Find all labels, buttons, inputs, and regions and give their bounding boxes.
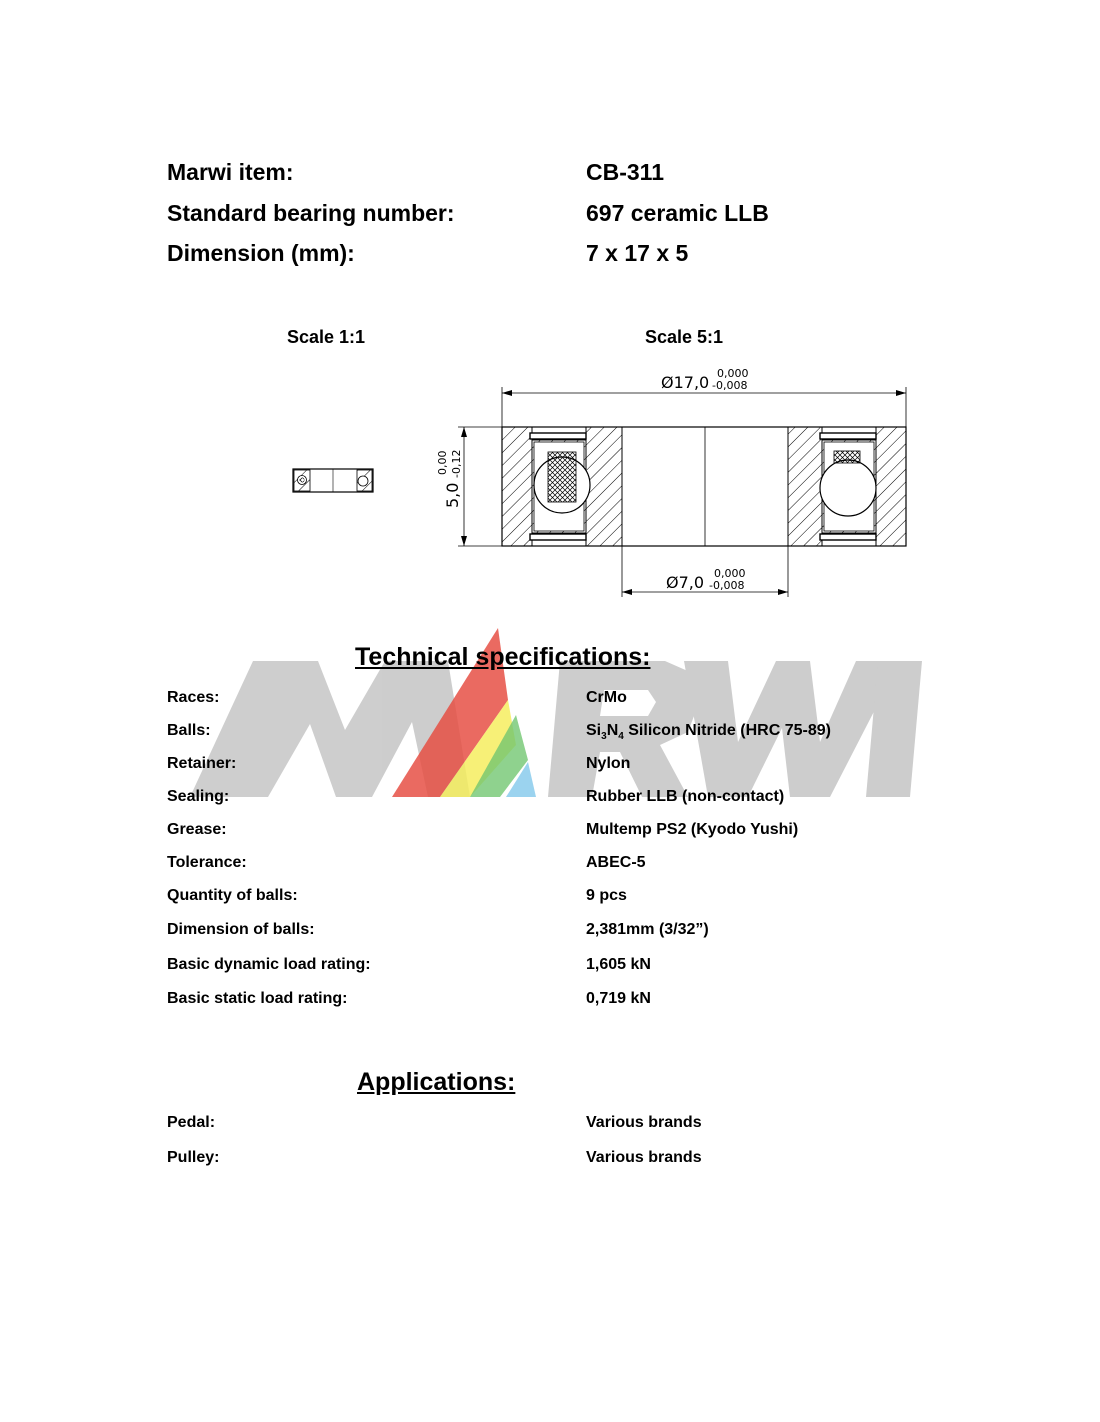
spec-value-ball-dimension: 2,381mm (3/32”)	[586, 921, 709, 938]
spec-value-grease: Multemp PS2 (Kyodo Yushi)	[586, 821, 799, 838]
spec-label-sealing: Sealing:	[167, 788, 230, 805]
spec-label-retainer: Retainer:	[167, 755, 237, 772]
spec-label-balls: Balls:	[167, 722, 211, 739]
header-label-bearing-number: Standard bearing number:	[167, 200, 455, 226]
bearing-scale-5-1	[458, 387, 906, 597]
scale-small-label: Scale 1:1	[287, 327, 366, 347]
width-tolerance-lower: -0,12	[450, 449, 463, 478]
spec-label-ball-dimension: Dimension of balls:	[167, 921, 315, 938]
spec-label-tolerance: Tolerance:	[167, 854, 247, 871]
inner-tolerance-upper: 0,000	[714, 567, 746, 580]
inner-diameter-label: Ø7,0	[666, 573, 705, 592]
outer-tolerance-lower: -0,008	[712, 379, 748, 392]
spec-label-dynamic-load: Basic dynamic load rating:	[167, 956, 371, 973]
spec-value-tolerance: ABEC-5	[586, 854, 646, 871]
spec-value-balls-sub2: 4	[618, 731, 624, 743]
header-value-dimension: 7 x 17 x 5	[586, 240, 689, 266]
header-label-item: Marwi item:	[167, 159, 294, 185]
outer-diameter-label: Ø17,0	[661, 373, 710, 392]
spec-value-dynamic-load: 1,605 kN	[586, 956, 651, 973]
app-value-pulley: Various brands	[586, 1149, 702, 1166]
scale-large-label: Scale 5:1	[645, 327, 724, 347]
spec-value-static-load: 0,719 kN	[586, 990, 651, 1007]
spec-value-sealing: Rubber LLB (non-contact)	[586, 788, 785, 805]
spec-label-static-load: Basic static load rating:	[167, 990, 348, 1007]
spec-value-balls-si: Si	[586, 722, 602, 739]
width-label: 5,0	[443, 482, 462, 508]
spec-label-races: Races:	[167, 689, 220, 706]
spec-value-balls	[586, 722, 831, 742]
spec-value-races: CrMo	[586, 689, 627, 706]
header-value-bearing-number: 697 ceramic LLB	[586, 200, 769, 226]
width-tolerance-upper: 0,00	[436, 450, 449, 475]
header-value-item: CB-311	[586, 159, 664, 185]
tech-spec-title: Technical specifications:	[355, 643, 651, 671]
app-label-pulley: Pulley:	[167, 1149, 220, 1166]
spec-label-ball-quantity: Quantity of balls:	[167, 887, 298, 904]
inner-tolerance-lower: -0,008	[709, 579, 745, 592]
bearing-drawing	[0, 0, 1100, 620]
header-label-dimension: Dimension (mm):	[167, 240, 355, 266]
app-value-pedal: Various brands	[586, 1114, 702, 1131]
app-label-pedal: Pedal:	[167, 1114, 216, 1131]
spec-value-balls-text: Silicon Nitride (HRC 75-89)	[623, 722, 831, 739]
bearing-scale-1-1	[293, 469, 373, 492]
spec-value-balls-sub1: 3	[601, 731, 607, 743]
applications-title: Applications:	[357, 1068, 516, 1096]
spec-value-retainer: Nylon	[586, 755, 631, 772]
outer-tolerance-upper: 0,000	[717, 367, 749, 380]
spec-label-grease: Grease:	[167, 821, 227, 838]
spec-value-ball-quantity: 9 pcs	[586, 887, 627, 904]
spec-value-balls-n: N	[606, 722, 619, 739]
